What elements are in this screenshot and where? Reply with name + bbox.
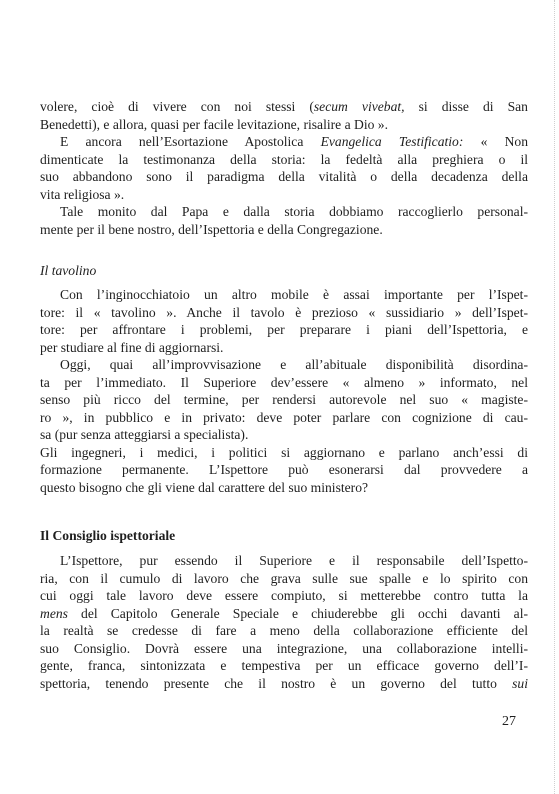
section-heading-consiglio: Il Consiglio ispettoriale <box>40 528 176 543</box>
text-line: questo bisogno che gli viene dal carattere del suo ministero? <box>40 479 369 495</box>
text-line: senso più ricco del termine, per rendersi autorevole nel suo « magiste- <box>40 392 528 407</box>
text-line: la realtà se credesse di fare a meno della collaborazione efficiente del <box>40 623 528 638</box>
latin-word: mens <box>40 605 68 621</box>
paragraph-block-1 <box>40 98 528 238</box>
paragraph-block-2 <box>40 286 528 496</box>
text-line: suo Consiglio. Dovrà essere una integrazione, una collaborazione intelli- <box>40 640 528 656</box>
text-line: formazione permanente. L’Ispettore può esonerarsi dal provvedere a <box>40 462 528 477</box>
text-line: cui oggi tale lavoro deve essere compiuto, si metterebbe contro tutta la <box>40 588 528 603</box>
text-line: Tale monito dal Papa e dalla storia dobbiamo raccoglierlo personal- <box>60 204 528 219</box>
document-title: Evangelica Testificatio: <box>320 134 464 149</box>
text-line: tore: il « tavolino ». Anche il tavolo è prezioso « sussidiario » dell’Ispet- <box>40 304 528 320</box>
text-line: Gli ingegneri, i medici, i politici si aggiornano e parlano anch’essi di <box>40 444 528 460</box>
text-line: Oggi, quai all’improvvisazione e all’abituale disponibilità disordina- <box>60 357 528 372</box>
text-line: ria, con il cumulo di lavoro che grava sulle sue spalle e lo spirito con <box>40 570 528 586</box>
section-heading-tavolino: Il tavolino <box>40 263 97 278</box>
text-line: tore: per affrontare i problemi, per preparare i piani dell’Ispettoria, e <box>40 322 528 337</box>
text-line: mente per il bene nostro, dell’Ispettoria e della Congregazione. <box>40 221 383 237</box>
text-line: volere, cioè di vivere con noi stessi (secum vivebat, si disse di San <box>40 99 528 114</box>
text-line: L’Ispettore, pur essendo il Superiore e il responsabile dell’Ispetto- <box>60 553 528 568</box>
text-line: mens del Capitolo Generale Speciale e chiuderebbe gli occhi davanti al- <box>40 605 528 621</box>
latin-phrase: secum vivebat, <box>313 99 405 114</box>
text-line: ro », in pubblico e in privato: deve poter parlare con cognizione di cau- <box>40 409 528 425</box>
latin-word: sui <box>512 675 528 691</box>
text-line: E ancora nell’Esortazione Apostolica Evangelica Testificatio: « Non <box>60 134 529 149</box>
text-line: gente, franca, sintonizzata e tempestiva per un efficace governo dell’I- <box>40 658 528 673</box>
text-line: spettoria, tenendo presente che il nostro è un governo del tutto sui <box>40 675 528 691</box>
text-line: vita religiosa ». <box>40 186 125 202</box>
text-line: per studiare al fine di aggiornarsi. <box>40 339 224 355</box>
page-number: 27 <box>502 714 516 729</box>
text-line: dimenticate la testimonanza della storia: la fedeltà alla preghiera o il <box>40 151 528 167</box>
text-line: suo abbandono sono il paradigma della vitalità o della decadenza della <box>40 169 528 184</box>
paragraph-block-3 <box>40 552 528 692</box>
text-line: ta per l’immediato. Il Superiore dev’essere « almeno » informato, nel <box>40 374 528 390</box>
text-line: Con l’inginocchiatoio un altro mobile è assai importante per l’Ispet- <box>60 287 528 302</box>
text-line: sa (pur senza atteggiarsi a specialista). <box>40 427 249 442</box>
scan-edge <box>554 0 559 794</box>
text-line: Benedetti), e allora, quasi per facile levitazione, risalire a Dio ». <box>40 116 389 132</box>
